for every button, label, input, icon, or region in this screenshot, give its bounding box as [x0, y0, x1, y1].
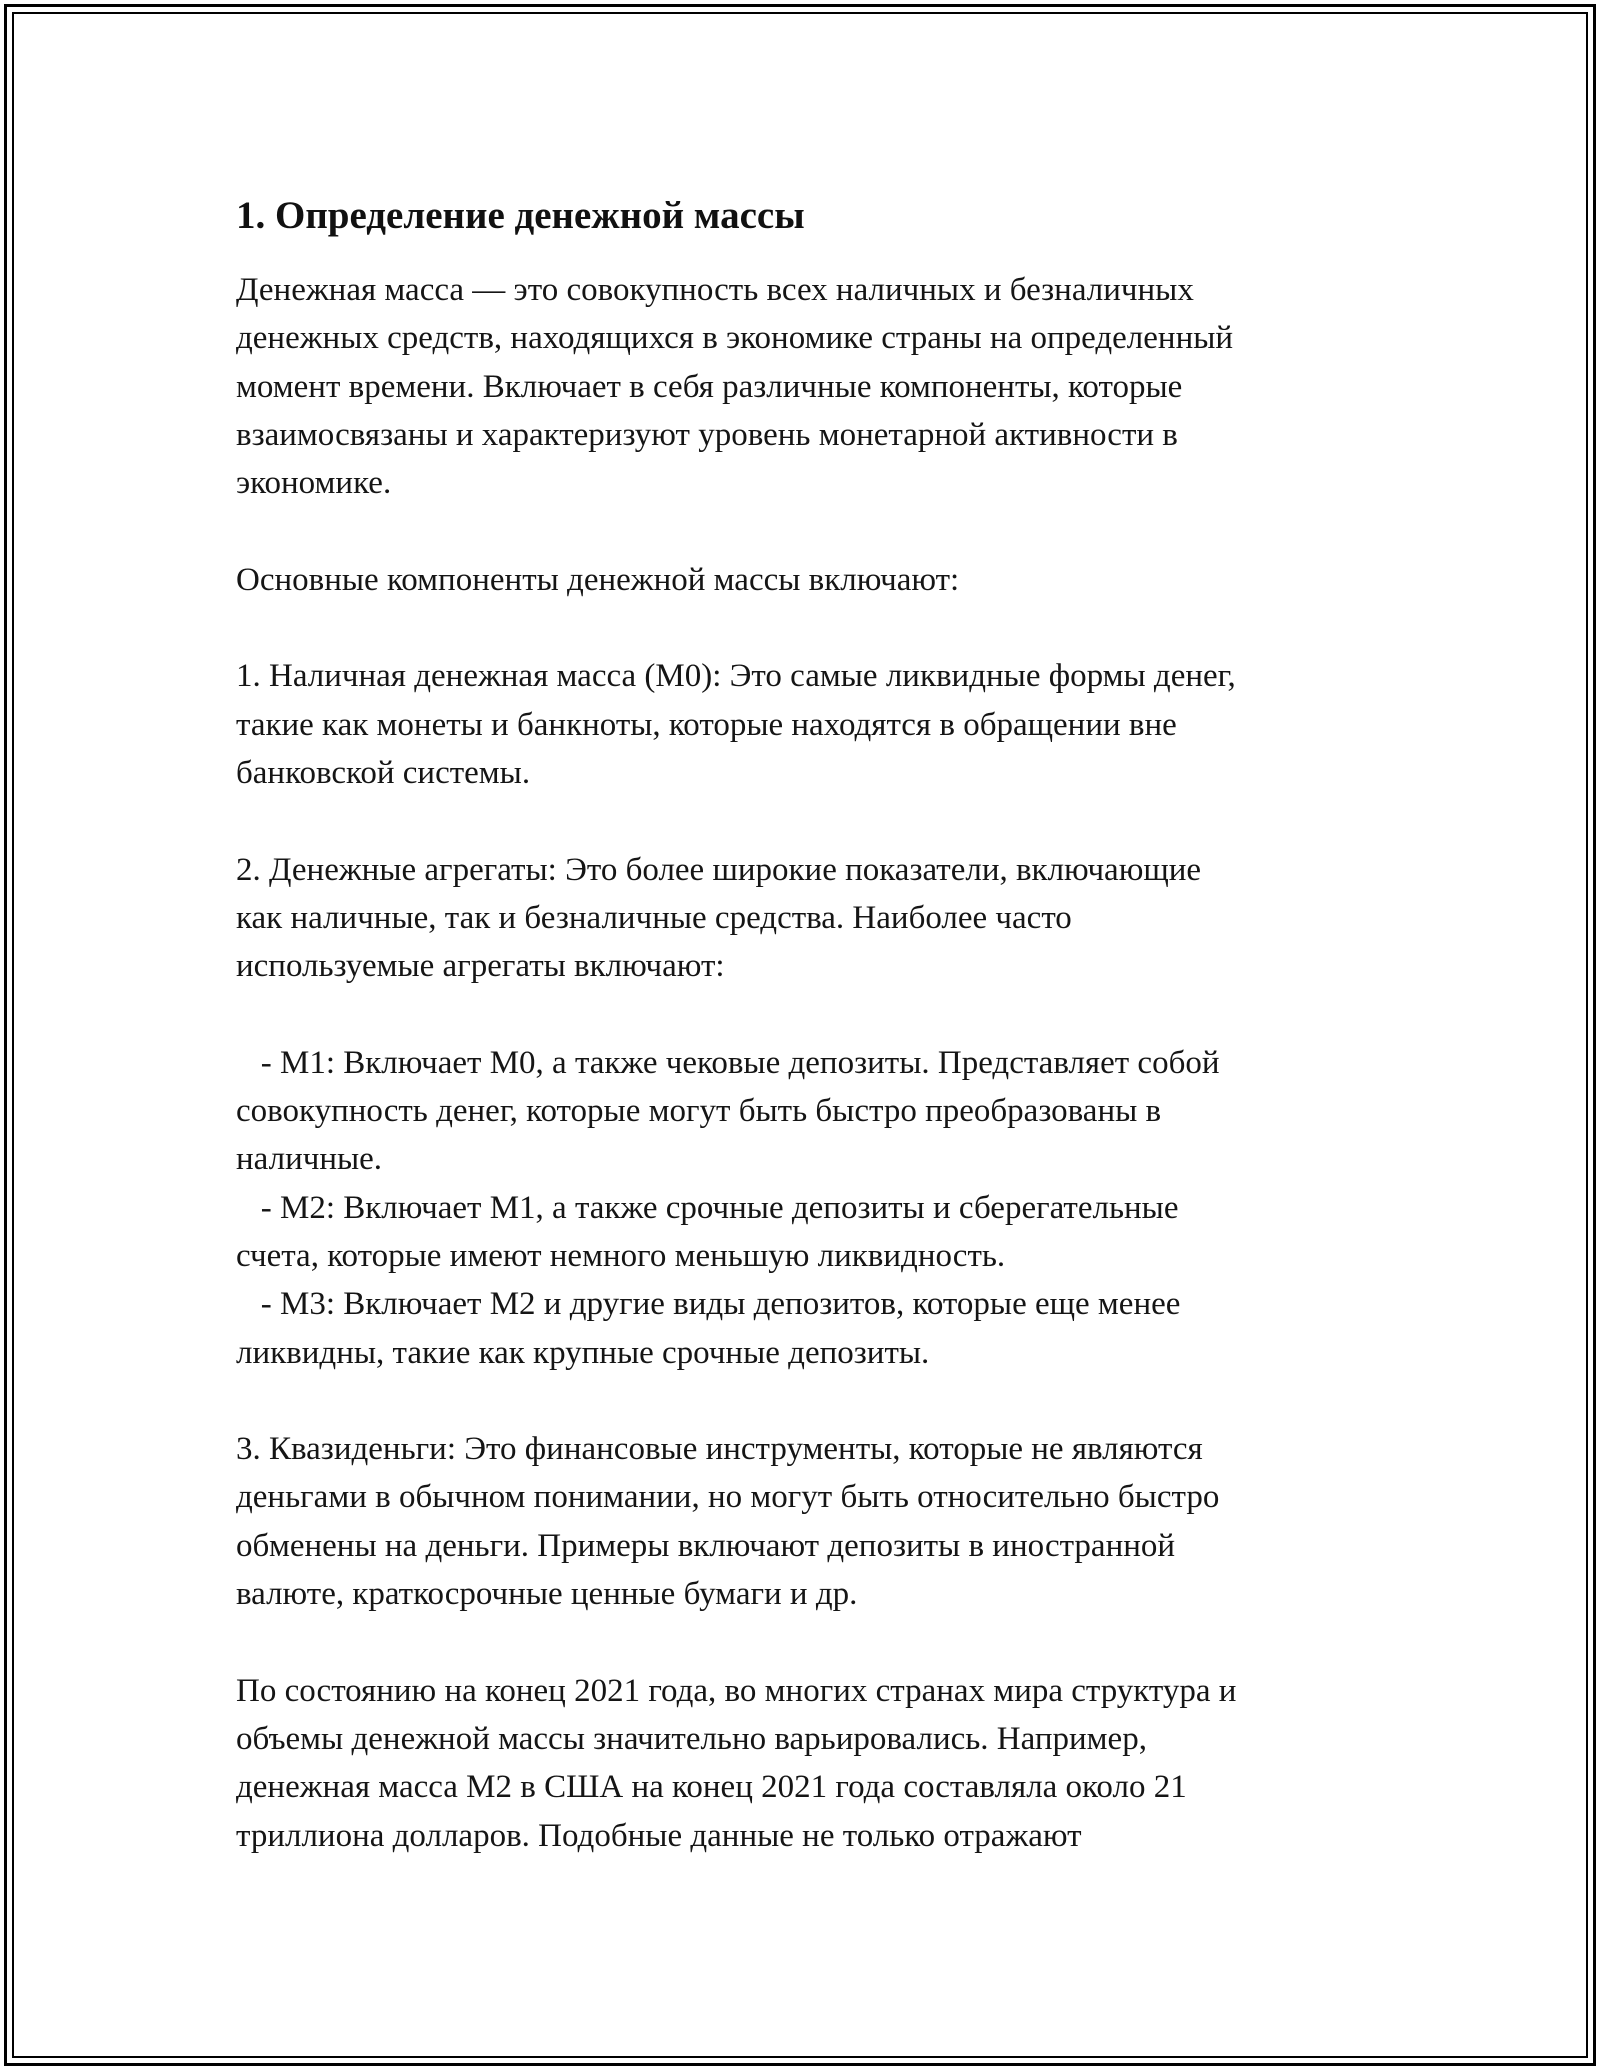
- paragraph-gap: [236, 1618, 1376, 1666]
- paragraph-2021-data: По состоянию на конец 2021 года, во многих странах мира структура и объемы денежной массы значительно варьировались. Например, денежная масса М2 в США на конец 2021 года составляла около 21 триллиона долларов. Подобные данные не только отражают: [236, 1672, 1237, 1854]
- paragraph-components-intro: Основные компоненты денежной массы включают:: [236, 561, 960, 598]
- paragraph-m0: 1. Наличная денежная масса (М0): Это самые ликвидные формы денег, такие как монеты и банкноты, которые находятся в обращении вне банковской системы.: [236, 658, 1236, 791]
- paragraph-quasi-money: 3. Квазиденьги: Это финансовые инструменты, которые не являются деньгами в обычном понимании, но могут быть относительно быстро обменены на деньги. Примеры включают депозиты в иностранной валюте, краткосрочные ценные бумаги и др.: [236, 1431, 1220, 1613]
- paragraph-m1-m2-m3-list: - М1: Включает М0, а также чековые депозиты. Представляет собой совокупность денег, которые могут быть быстро преобразованы в наличные. - М2: Включает М1, а также срочные депозиты и сберегательные счета, которые имеют немного меньшую ликвидность. - М3: Включает М2 и другие виды депозитов, которые еще менее ликвидны, такие как крупные срочные депозиты.: [236, 1044, 1220, 1371]
- document-page: [236, 190, 1376, 1860]
- paragraph-gap: [236, 990, 1376, 1038]
- paragraph-definition: Денежная масса — это совокупность всех наличных и безналичных денежных средств, находящихся в экономике страны на определенный момент времени. Включает в себя различные компоненты, которые взаимосвязаны и характеризуют уровень монетарной активности в экономике.: [236, 272, 1234, 502]
- section-title: 1. Определение денежной массы: [236, 194, 805, 237]
- paragraph-gap: [236, 604, 1376, 652]
- paragraph-gap: [236, 1377, 1376, 1425]
- paragraph-aggregates: 2. Денежные агрегаты: Это более широкие показатели, включающие как наличные, так и безналичные средства. Наиболее часто используемые агрегаты включают:: [236, 851, 1202, 985]
- paragraph-gap: [236, 507, 1376, 555]
- paragraph-gap: [236, 797, 1376, 845]
